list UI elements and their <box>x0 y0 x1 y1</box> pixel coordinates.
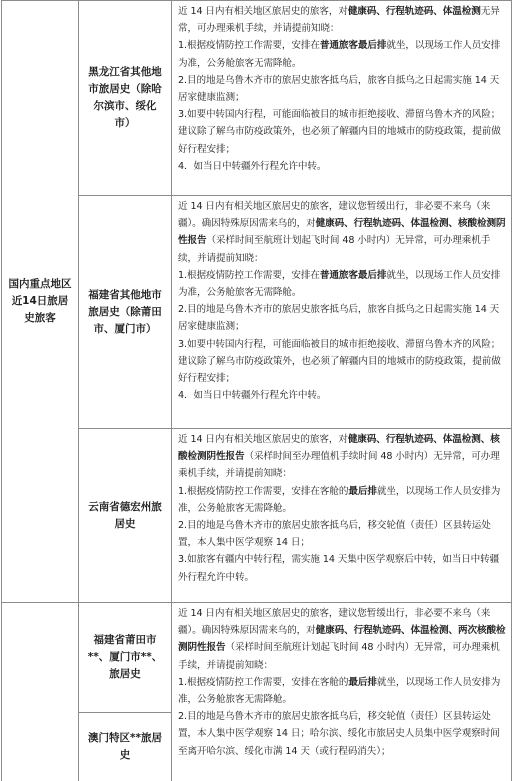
policy-text: 无异常，可办理乘机手续，并请提前知晓： <box>178 6 500 35</box>
policy-paragraph <box>178 605 507 674</box>
policy-text: 近 14 日内有相关地区旅居史的旅客，对 <box>178 6 348 17</box>
region-label: 云南省德宏州旅居史 <box>88 500 162 530</box>
policy-text: 3.如旅客有疆内中转行程，需实施 14 天集中医学观察后中转，如当日中转疆外行程允许中转。 <box>178 554 500 583</box>
policy-text: 2.目的地是乌鲁木齐市的旅居史旅客抵乌后，移交轮值（责任）区县转运处置，本人集中医学观察 14 日；哈尔滨、绥化市旅居史人员集中医学观察时间至离开哈尔滨、绥化市满 14 天（或行程码消失）； <box>178 711 500 757</box>
policy-text: 近 14 日内有相关地区旅居史的旅客，建议您暂缓出行，非必要不来乌（来疆）。确因特殊原因需来乌的，对 <box>178 608 491 637</box>
policy-text: 近 14 日内有相关地区旅居史的旅客，建议您暂缓出行，非必要不来乌（来疆）。确因特殊原因需来乌的，对 <box>178 201 491 230</box>
policy-text: 1.根据疫情防控工作需要，安排在 <box>178 40 320 52</box>
table-border-right <box>511 0 512 781</box>
policy-paragraph <box>178 301 507 335</box>
policy-text: 4．如当日中转疆外行程允许中转。 <box>178 390 327 402</box>
policy-emphasis: 最后排 <box>348 485 377 497</box>
region-cell <box>79 196 171 428</box>
policy-text: 2.目的地是乌鲁木齐市的旅居史旅客抵乌后，移交轮值（责任）区县转运处置，本人集中医学观察 14 日； <box>178 520 491 549</box>
policy-paragraph <box>178 336 507 388</box>
policy-text-cell <box>172 603 511 781</box>
policy-paragraph <box>178 551 507 585</box>
policy-paragraph <box>178 72 507 106</box>
policy-text: （采样时间至航班计划起飞时间 48 小时内）无异常，可办理乘机手续，并请提前知晓： <box>178 235 491 264</box>
region-cell <box>79 429 171 602</box>
region-label: 福建省莆田市**、厦门市**、旅居史 <box>87 634 163 680</box>
policy-text-cell <box>172 1 511 195</box>
region-cell <box>79 713 171 781</box>
category-cell <box>2 1 78 602</box>
policy-paragraph <box>178 387 507 404</box>
region-label: 福建省其他地市旅居史（除莆田市、厦门市） <box>88 288 162 335</box>
policy-paragraph <box>178 267 507 301</box>
policy-text-cell <box>172 196 511 428</box>
policy-paragraph <box>178 158 507 175</box>
policy-text: 1.根据疫情防控工作需要，安排在客舱的 <box>178 676 349 688</box>
policy-paragraph <box>178 3 507 37</box>
policy-text: 就坐，以现场工作人员安排为准，公务舱旅客无需降舱。 <box>178 40 501 69</box>
policy-paragraph <box>178 483 507 517</box>
region-label: 黑龙江省其他地市旅居史（除哈尔滨市、绥化市） <box>88 66 162 129</box>
policy-emphasis: 健康码、行程轨迹码、体温检测、核酸检测阴性报告 <box>178 218 506 247</box>
policy-text: 近 14 日内有相关地区旅居史的旅客，对 <box>178 434 348 445</box>
category-label: 国内重点地区近14日旅居史旅客 <box>8 278 72 324</box>
policy-text: 2.目的地是乌鲁木齐市的旅居史旅客抵乌后，旅客自抵乌之日起需实施 14 天居家健康监测； <box>178 74 500 104</box>
policy-text: 1.根据疫情防控工作需要，安排在客舱的 <box>178 485 349 497</box>
policy-emphasis: 普通旅客最后排 <box>319 40 387 52</box>
policy-paragraph <box>178 37 507 71</box>
policy-text: 就坐，以现场工作人员安排为准，公务舱旅客无需降舱。 <box>178 485 501 514</box>
policy-text-cell <box>172 429 511 602</box>
policy-text: 2.目的地是乌鲁木齐市的旅居史旅客抵乌后，旅客自抵乌之日起需实施 14 天居家健康监测； <box>178 304 500 333</box>
policy-emphasis: 普通旅客最后排 <box>319 269 387 281</box>
policy-text: 就坐，以现场工作人员安排为准，公务舱旅客无需降舱。 <box>178 269 501 299</box>
policy-text: 4．如当日中转疆外行程允许中转。 <box>178 160 327 172</box>
region-label: 澳门特区**旅居史 <box>88 732 162 761</box>
policy-paragraph <box>178 431 507 483</box>
policy-emphasis: 健康码、行程轨迹码、体温检测、核酸检测阴性报告 <box>178 434 500 463</box>
policy-text: 3.如要中转国内行程，可能面临被目的城市拒绝接收、滞留乌鲁木齐的风险；建议除了解乌市防疫政策外，也必须了解疆内目的地城市的防疫政策，提前做好行程安排； <box>178 109 501 155</box>
policy-paragraph <box>178 708 507 760</box>
policy-text: 就坐，以现场工作人员安排为准，公务舱旅客无需降舱。 <box>178 676 501 706</box>
policy-paragraph <box>178 198 507 267</box>
policy-emphasis: 健康码、行程轨迹码、体温检测、两次核酸检测阴性报告 <box>178 625 506 654</box>
region-cell <box>79 1 171 195</box>
policy-text: 1.根据疫情防控工作需要，安排在 <box>178 269 320 281</box>
policy-paragraph <box>178 106 507 158</box>
policy-text: （采样时间至办理值机手续时间 48 小时内）无异常，可办理乘机手续，并请提前知晓： <box>178 451 500 480</box>
policy-paragraph <box>178 517 507 551</box>
region-cell <box>79 603 171 712</box>
policy-paragraph <box>178 674 507 708</box>
policy-text: 3.如要中转国内行程，可能面临被目的城市拒绝接收、滞留乌鲁木齐的风险；建议除了解乌市防疫政策外，也必须了解疆内目的地城市的防疫政策，提前做好行程安排； <box>178 338 501 385</box>
policy-emphasis: 健康码、行程轨迹码、体温检测 <box>347 6 481 17</box>
policy-text: （采样时间至航班计划起飞时间 48 小时内）无异常，可办理乘机手续，并请提前知晓： <box>178 642 500 671</box>
policy-emphasis: 最后排 <box>348 676 377 688</box>
